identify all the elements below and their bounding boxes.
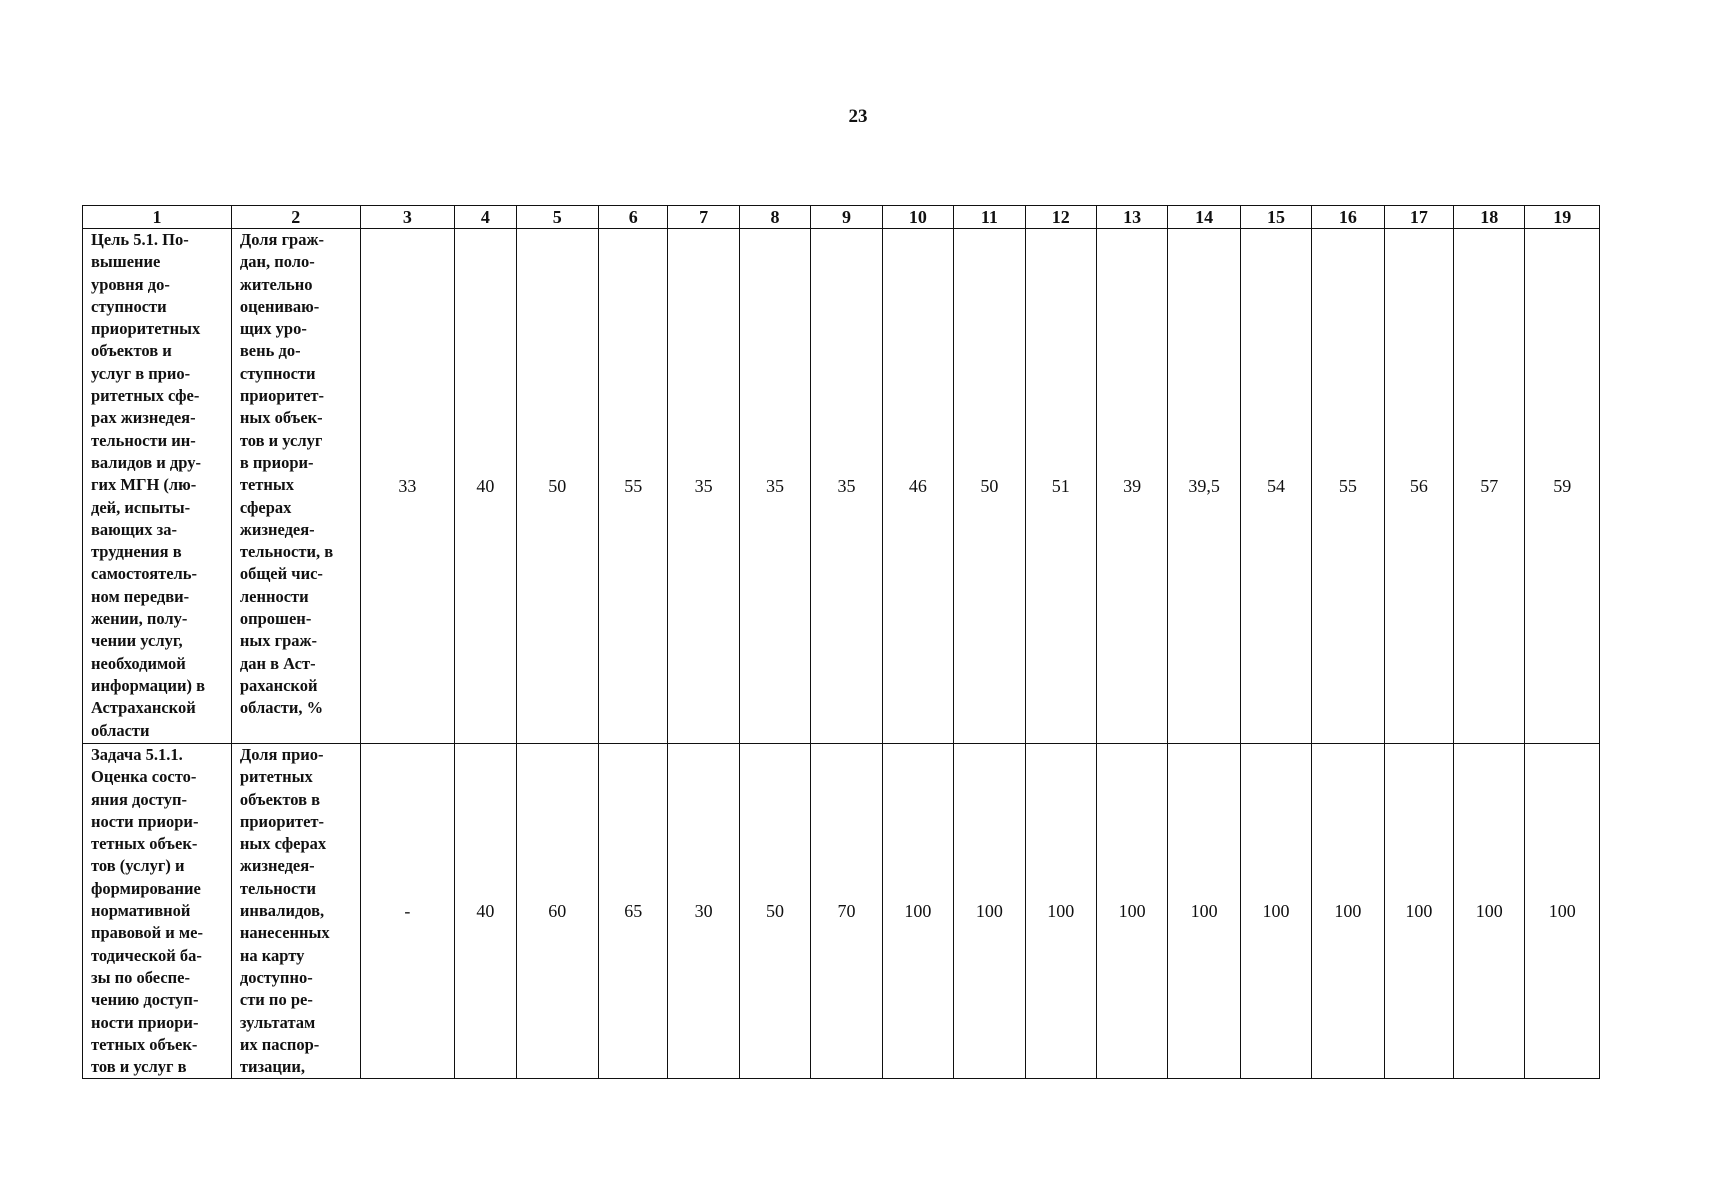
column-number: 3 <box>360 206 455 229</box>
value-cell: 100 <box>1312 744 1384 1079</box>
value-cell: - <box>360 744 455 1079</box>
column-number: 1 <box>83 206 232 229</box>
value-cell: 39,5 <box>1168 229 1240 744</box>
indicator-table <box>82 205 1600 1079</box>
table-row <box>83 229 1600 744</box>
value-cell: 50 <box>954 229 1025 744</box>
column-number: 10 <box>882 206 953 229</box>
column-number: 19 <box>1525 206 1600 229</box>
column-number: 13 <box>1096 206 1167 229</box>
task-cell: Задача 5.1.1. Оценка состо- яния доступ- ности приори- тетных объек- тов (услуг) и формирование нормативной правовой и ме- тодической ба- зы по обеспе- чению доступ- ности приори- тетных объек- тов и услуг в <box>83 744 232 1079</box>
column-number: 2 <box>231 206 360 229</box>
value-cell: 35 <box>739 229 810 744</box>
value-cell: 51 <box>1025 229 1096 744</box>
value-cell: 40 <box>455 229 516 744</box>
indicator-cell: Доля прио- ритетных объектов в приоритет- ных сферах жизнедея- тельности инвалидов, нанесенных на карту доступно- сти по ре- зультатам их паспор- тизации, <box>231 744 360 1079</box>
value-cell: 70 <box>811 744 882 1079</box>
column-number: 8 <box>739 206 810 229</box>
value-cell: 65 <box>599 744 668 1079</box>
value-cell: 40 <box>455 744 516 1079</box>
column-number: 12 <box>1025 206 1096 229</box>
column-number: 14 <box>1168 206 1240 229</box>
value-cell: 33 <box>360 229 455 744</box>
page-number: 23 <box>848 106 868 127</box>
value-cell: 54 <box>1240 229 1311 744</box>
value-cell: 35 <box>811 229 882 744</box>
value-cell: 55 <box>599 229 668 744</box>
indicator-cell: Доля граж- дан, поло- жительно оцениваю- щих уро- вень до- ступности приоритет- ных объек- тов и услуг в приори- тетных сферах жизнедея- тельности, в общей чис- ленности опрошен- ных граж- дан в Аст- раханской области, % <box>231 229 360 744</box>
column-number: 7 <box>668 206 739 229</box>
value-cell: 59 <box>1525 229 1600 744</box>
value-cell: 100 <box>1384 744 1453 1079</box>
column-number: 16 <box>1312 206 1384 229</box>
column-number: 17 <box>1384 206 1453 229</box>
value-cell: 30 <box>668 744 739 1079</box>
column-number: 5 <box>516 206 598 229</box>
value-cell: 50 <box>739 744 810 1079</box>
value-cell: 60 <box>516 744 598 1079</box>
value-cell: 100 <box>1096 744 1167 1079</box>
value-cell: 56 <box>1384 229 1453 744</box>
column-number: 9 <box>811 206 882 229</box>
table-row <box>83 744 1600 1079</box>
value-cell: 100 <box>1525 744 1600 1079</box>
column-number: 4 <box>455 206 516 229</box>
goal-cell: Цель 5.1. По- вышение уровня до- ступности приоритетных объектов и услуг в прио- ритетных сфе- рах жизнедея- тельности ин- валидов и дру- гих МГН (лю- дей, испыты- вающих за- труднения в самостоятель- ном передви- жении, полу- чении услуг, необходимой информации) в Астраханской области <box>83 229 232 744</box>
column-number: 6 <box>599 206 668 229</box>
column-number: 18 <box>1454 206 1525 229</box>
value-cell: 100 <box>882 744 953 1079</box>
column-number-row <box>83 206 1600 229</box>
value-cell: 55 <box>1312 229 1384 744</box>
value-cell: 35 <box>668 229 739 744</box>
value-cell: 100 <box>954 744 1025 1079</box>
value-cell: 46 <box>882 229 953 744</box>
value-cell: 100 <box>1168 744 1240 1079</box>
value-cell: 39 <box>1096 229 1167 744</box>
column-number: 15 <box>1240 206 1311 229</box>
column-number: 11 <box>954 206 1025 229</box>
value-cell: 100 <box>1025 744 1096 1079</box>
value-cell: 57 <box>1454 229 1525 744</box>
value-cell: 50 <box>516 229 598 744</box>
value-cell: 100 <box>1454 744 1525 1079</box>
value-cell: 100 <box>1240 744 1311 1079</box>
